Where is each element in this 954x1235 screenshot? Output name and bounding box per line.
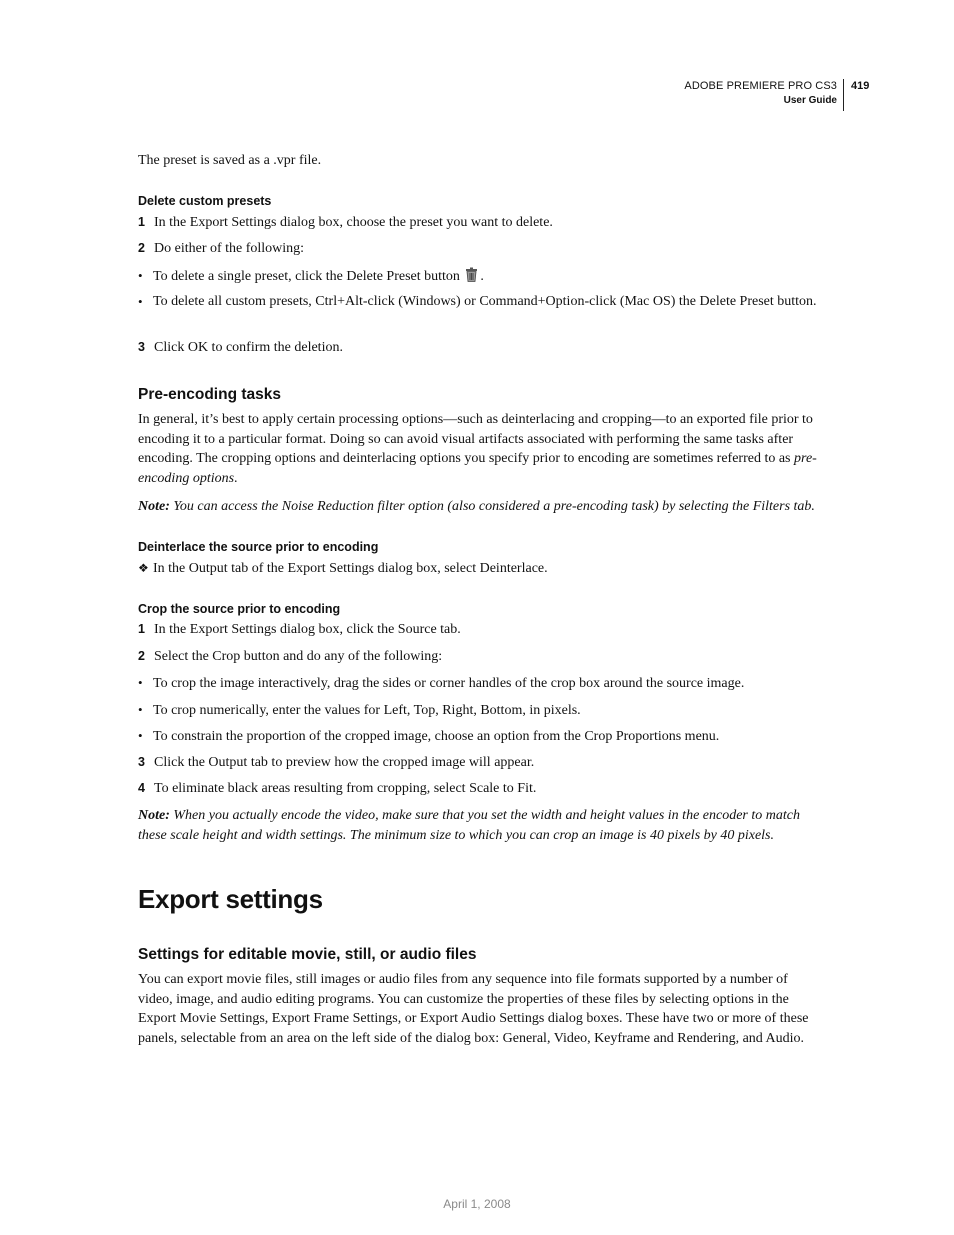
crop-step-4 — [138, 779, 536, 799]
bullet-marker: • — [138, 728, 143, 743]
bullet-text: To crop the image interactively, drag the sides or corner handles of the crop box around the source image. — [153, 676, 745, 691]
bullet-text: To crop numerically, enter the values for Left, Top, Right, Bottom, in pixels. — [153, 703, 581, 718]
crop-heading: Crop the source prior to encoding — [138, 602, 341, 616]
delete-presets-heading: Delete custom presets — [138, 194, 272, 208]
diamond-marker: ❖ — [138, 561, 149, 575]
step-number: 1 — [138, 622, 145, 636]
note-text: You can access the Noise Reduction filter option (also considered a pre-encoding task) by selecting the Filters tab. — [173, 499, 815, 514]
delete-bullet-2-text: To delete all custom presets, Ctrl+Alt-click (Windows) or Command+Option-click (Mac OS) the Delete Preset button. — [153, 294, 817, 309]
bullet-text: To constrain the proportion of the cropped image, choose an option from the Crop Proportions menu. — [153, 729, 720, 744]
delete-bullet-2-marker — [138, 292, 153, 313]
delete-step-2 — [138, 239, 304, 259]
crop-bullet-3 — [138, 726, 719, 747]
page-number: 419 — [851, 80, 870, 92]
crop-step-1 — [138, 620, 461, 640]
deinterlace-step — [138, 559, 548, 579]
step-text: In the Export Settings dialog box, choose the preset you want to delete. — [154, 215, 553, 230]
crop-step-2 — [138, 647, 442, 667]
deinterlace-heading: Deinterlace the source prior to encoding — [138, 540, 379, 554]
step-text: Select the Crop button and do any of the following: — [154, 649, 443, 664]
crop-bullet-2 — [138, 700, 581, 721]
note-label: Note: — [138, 808, 170, 823]
crop-step-3 — [138, 753, 534, 773]
step-number: 3 — [138, 340, 145, 354]
step-text: Do either of the following: — [154, 241, 305, 256]
crop-note — [138, 806, 818, 845]
footer-date: April 1, 2008 — [443, 1197, 511, 1211]
intro-text: The preset is saved as a .vpr file. — [138, 153, 322, 168]
para-text: In general, it’s best to apply certain processing options—such as deinterlacing and cropping—to an exported file prior to encoding it to a particular format. Doing so can avoid visual artifacts associated with performing the same tasks after encoding. The cropping options and deinterlacing options you specify prior to encoding are sometimes referred to as — [138, 412, 813, 466]
step-number: 1 — [138, 215, 145, 229]
delete-step-1 — [138, 213, 553, 233]
bullet-marker: • — [138, 268, 143, 283]
bullet-marker: • — [138, 294, 143, 309]
delete-step-3 — [138, 338, 343, 358]
export-settings-heading: Export settings — [138, 884, 323, 914]
pre-encoding-heading: Pre-encoding tasks — [138, 386, 281, 403]
step-text: In the Export Settings dialog box, click the Source tab. — [154, 622, 461, 637]
crop-bullet-1 — [138, 673, 744, 694]
export-settings-subheading: Settings for editable movie, still, or audio files — [138, 946, 477, 963]
step-text: In the Output tab of the Export Settings dialog box, select Deinterlace. — [153, 561, 548, 576]
trash-icon — [465, 267, 478, 282]
para-end: . — [234, 470, 238, 486]
bullet-marker: • — [138, 702, 143, 717]
running-header — [684, 79, 844, 111]
step-number: 2 — [138, 649, 145, 663]
export-settings-paragraph: You can export movie files, still images or audio files from any sequence into file formats supported by a number of video, image, and audio editing programs. You can customize the properties of these files by selecting options in the Export Movie Settings, Export Frame Settings, or Export Audio Settings dialog boxes. These have two or more of these panels, selectable from an area on the left side of the dialog box: General, Video, Keyframe and Rendering, and Audio. — [138, 972, 809, 1046]
pre-encoding-paragraph — [138, 410, 818, 488]
bullet-text-end: . — [480, 269, 484, 284]
pre-encoding-note — [138, 497, 818, 517]
step-number: 2 — [138, 241, 145, 255]
product-name: ADOBE PREMIERE PRO CS3 — [684, 80, 837, 92]
step-text: To eliminate black areas resulting from cropping, select Scale to Fit. — [154, 781, 537, 796]
step-text: Click OK to confirm the deletion. — [154, 340, 343, 355]
delete-bullet-1 — [138, 266, 484, 287]
note-label: Note: — [138, 499, 170, 514]
bullet-text: To delete a single preset, click the Delete Preset button — [153, 269, 460, 284]
bullet-marker: • — [138, 675, 143, 690]
step-text: Click the Output tab to preview how the cropped image will appear. — [154, 755, 535, 770]
guide-name: User Guide — [783, 95, 837, 106]
step-number: 3 — [138, 755, 145, 769]
step-number: 4 — [138, 781, 145, 795]
para-term: pre-encoding options — [138, 451, 817, 486]
note-text: When you actually encode the video, make sure that you set the width and height values in the encoder to match these scale height and width settings. The minimum size to which you can crop an image is 40 pixels by 40 pixels. — [138, 808, 800, 843]
